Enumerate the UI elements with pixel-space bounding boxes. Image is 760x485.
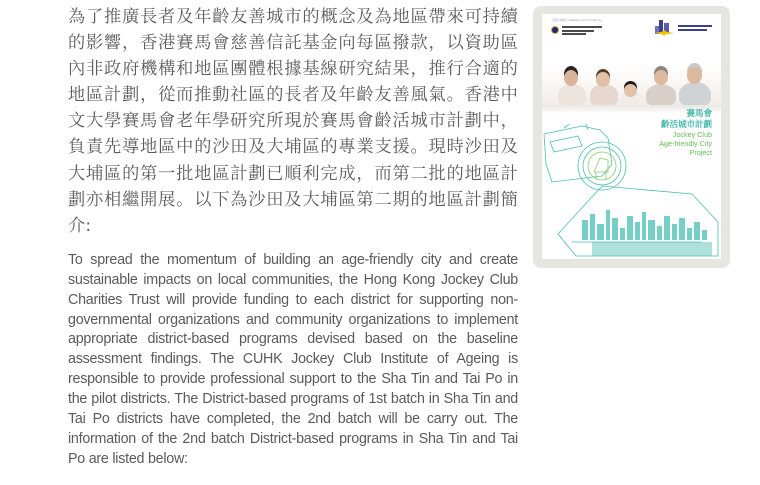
camera-city-sketch-illustration [542,124,721,259]
age-friendly-city-logo-text [678,25,712,32]
intro-paragraph-chinese: 為了推廣長者及年齡友善城市的概念及為地區帶來可持續的影響，香港賽馬會慈善信託基金向每區撥款，以資助區內非政府機構和地區團體根據基線研究結果，推行合適的地區計劃，從而推動社區的長者及年齡友善風氣。香港中文大學賽馬會老年學研究所現於賽馬會齡活城市計劃中，負責先導地區中的沙田及大埔區的專業支援。現時沙田及大埔區的第一批地區計劃已順利完成，而第二批的地區計劃亦相繼開展。以下為沙田及大埔區第二期的地區計劃簡介: [68,7,518,236]
cover-initiated-by-text: 主催及捐助 Initiated and funded by [551,18,603,22]
brochure-cover-frame [533,6,730,268]
jockey-club-charities-trust-logo-icon [551,26,559,34]
age-friendly-city-logo-icon [654,20,674,38]
brochure-cover-image [542,14,721,259]
jockey-club-charities-trust-logo-text [562,26,602,37]
intro-text-column [68,4,518,470]
intro-paragraph-english: To spread the momentum of building an age-friendly city and create sustainable impacts on local communities, the Hong Kong Jockey Club Charities Trust will provide funding to each district for supporting non-governmental organizations and community organizations to implement appropriate district-based programs devised based on the baseline assessment findings. The CUHK Jockey Club Institute of Ageing is responsible to provide professional support to the Sha Tin and Tai Po in the pilot districts. The District-based programs of 1st batch in Sha Tin and Tai Po districts have completed, the 2nd batch will be carry out. The information of the 2nd batch District-based programs in Sha Tin and Tai Po are listed below: [68,251,518,467]
family-photo [542,64,721,114]
cover-title: 賽馬會 齡活城市計劃 Jockey Club Age-friendly City Project [659,108,712,158]
